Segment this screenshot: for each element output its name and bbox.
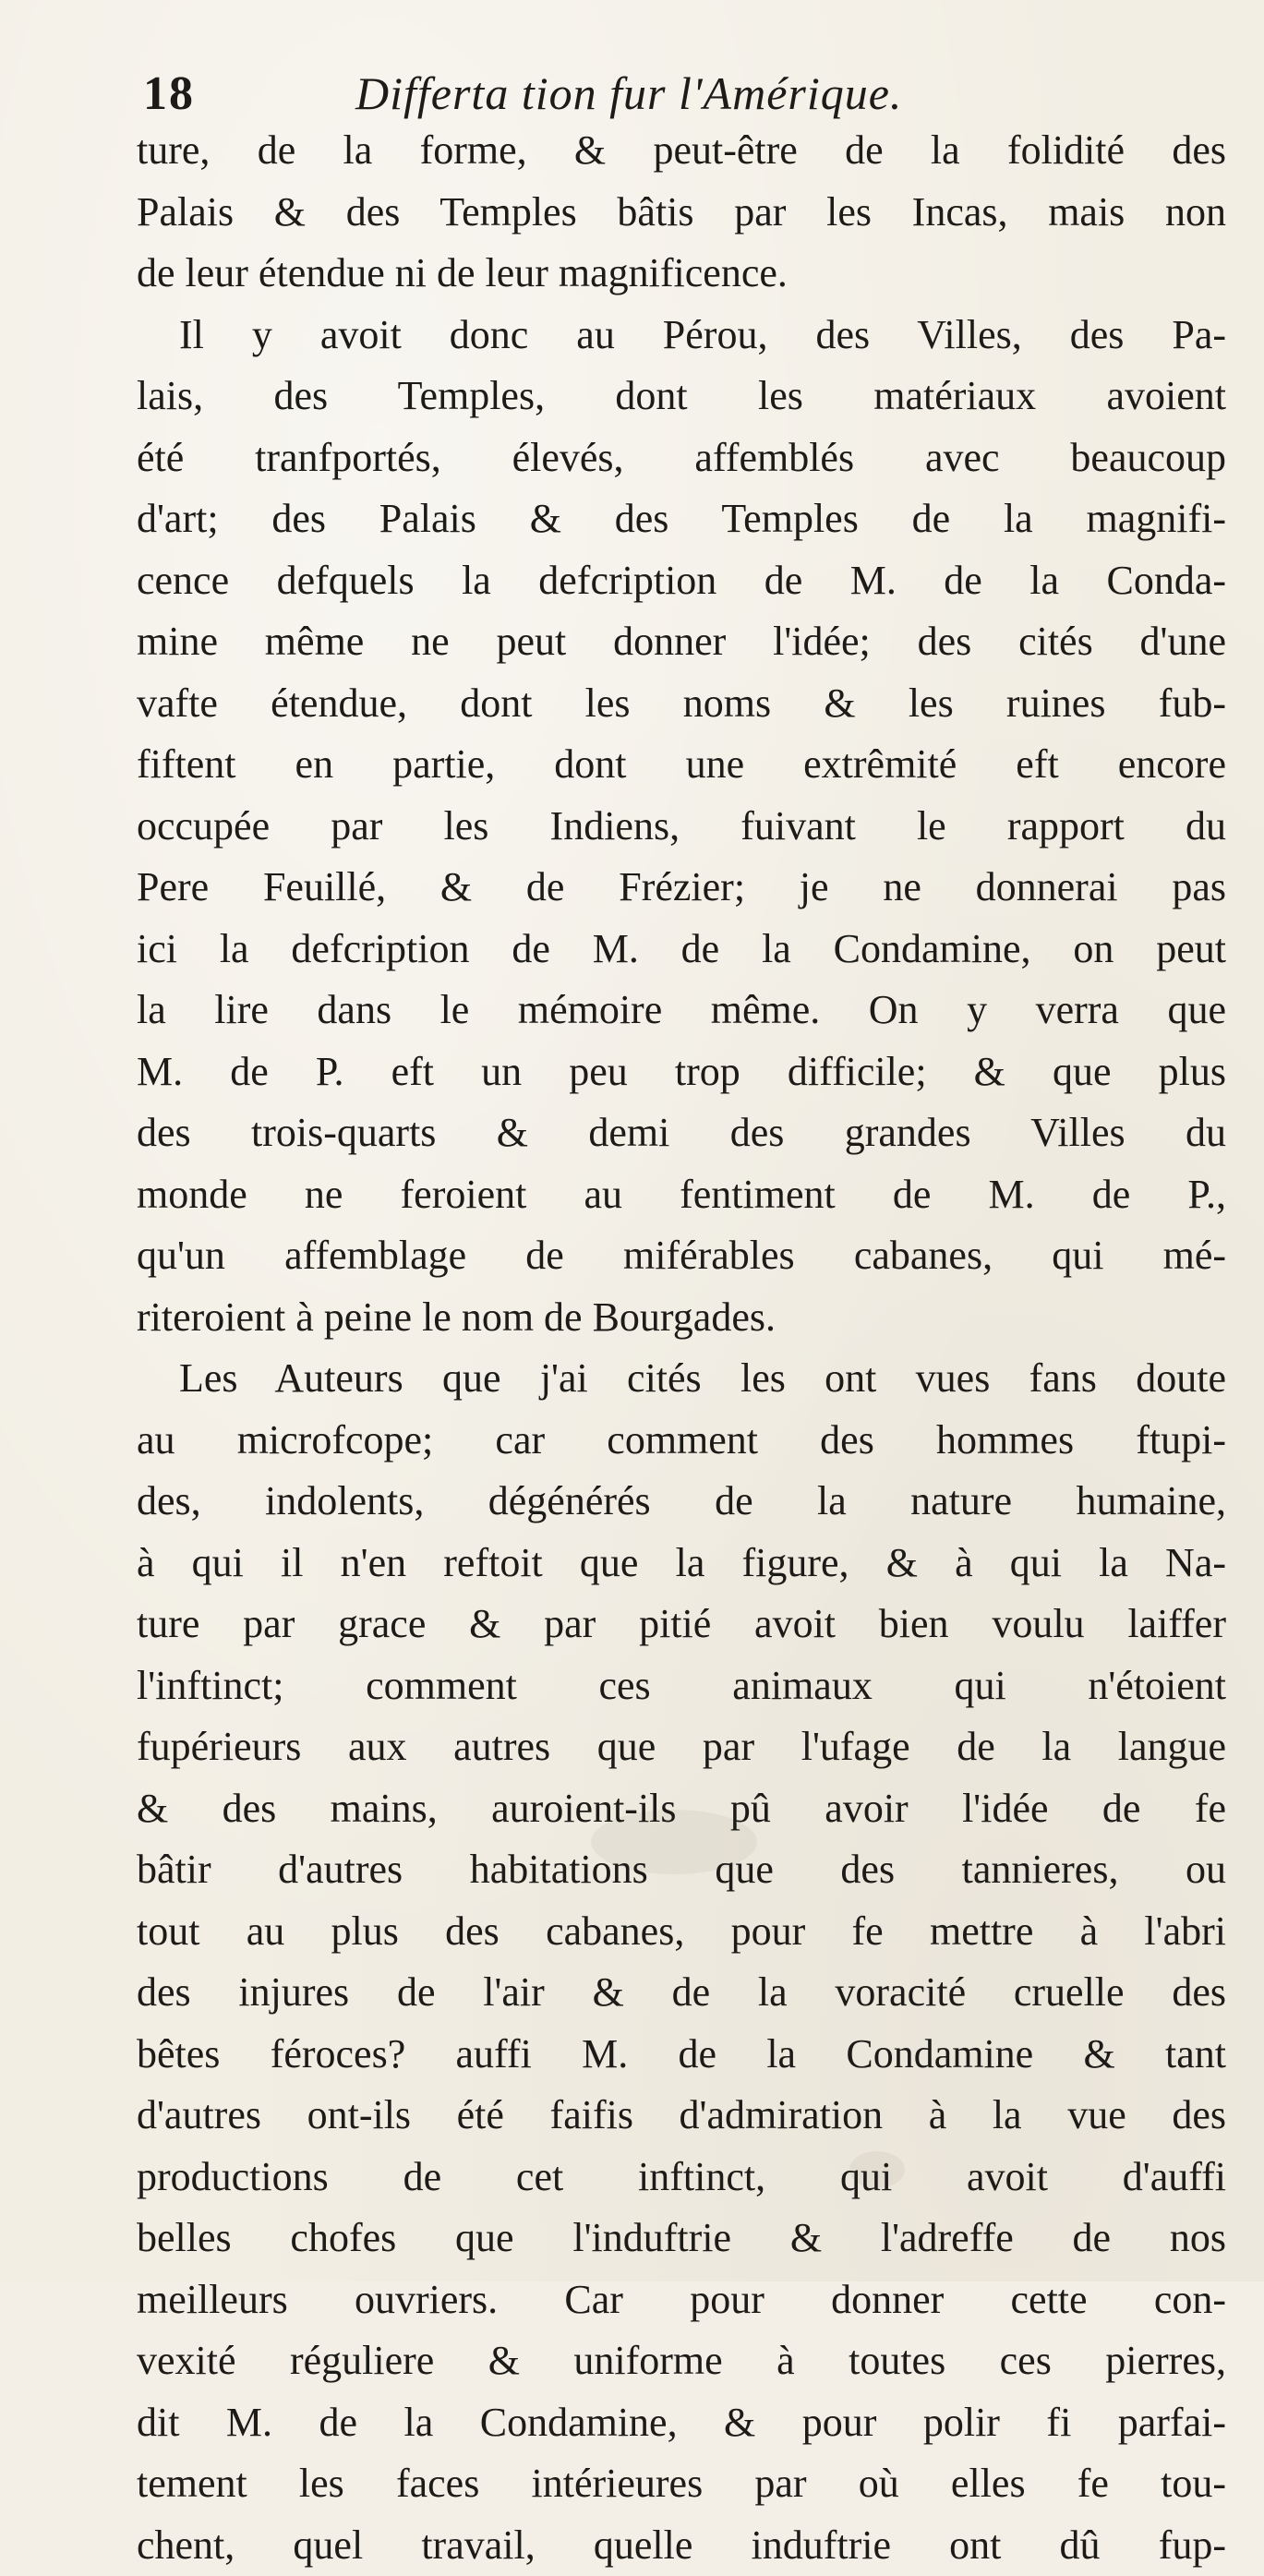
text-line: vafte étendue, dont les noms & les ruines fub- xyxy=(137,673,1226,735)
text-line: occupée par les Indiens, fuivant le rapport du xyxy=(137,796,1226,858)
text-line: dit M. de la Condamine, & pour polir fi parfai- xyxy=(137,2392,1226,2454)
text-line: bêtes féroces? auffi M. de la Condamine & tant xyxy=(137,2024,1226,2086)
text-line: à qui il n'en reftoit que la figure, & à qui la Na- xyxy=(137,1533,1226,1595)
text-line: des, indolents, dégénérés de la nature humaine, xyxy=(137,1471,1226,1533)
text-line: ture par grace & par pitié avoit bien voulu laiffer xyxy=(137,1594,1226,1655)
text-line: la lire dans le mémoire même. On y verra que xyxy=(137,980,1226,1041)
text-line: monde ne feroient au fentiment de M. de P., xyxy=(137,1164,1226,1226)
text-line: d'autres ont-ils été faifis d'admiration à la vue des xyxy=(137,2085,1226,2147)
text-line: lais, des Temples, dont les matériaux avoient xyxy=(137,366,1226,427)
text-line: & des mains, auroient-ils pû avoir l'idée de fe xyxy=(137,1778,1226,1840)
text-line: chent, quel travail, quelle induftrie ont dû fup- xyxy=(137,2515,1226,2576)
text-line: fupérieurs aux autres que par l'ufage de la langue xyxy=(137,1716,1226,1778)
text-line: mine même ne peut donner l'idée; des cités d'une xyxy=(137,611,1226,673)
text-line: fiftent en partie, dont une extrêmité eft encore xyxy=(137,734,1226,796)
text-line: cence defquels la defcription de M. de la Conda- xyxy=(137,550,1226,612)
text-line: l'inftinct; comment ces animaux qui n'étoient xyxy=(137,1655,1226,1717)
text-line: été tranfportés, élevés, affemblés avec beaucoup xyxy=(137,427,1226,489)
paragraph-start-line: Il y avoit donc au Pérou, des Villes, des Pa- xyxy=(137,305,1226,367)
text-line: de leur étendue ni de leur magnificence. xyxy=(137,243,1226,305)
text-line: meilleurs ouvriers. Car pour donner cette con- xyxy=(137,2269,1226,2331)
text-line: des trois-quarts & demi des grandes Villes du xyxy=(137,1102,1226,1164)
text-line: qu'un affemblage de miférables cabanes, qui mé- xyxy=(137,1225,1226,1287)
page-number: 18 xyxy=(143,66,195,121)
text-line: vexité réguliere & uniforme à toutes ces pierres, xyxy=(137,2330,1226,2392)
text-line: ici la defcription de M. de la Condamine, on peut xyxy=(137,919,1226,981)
text-line: ture, de la forme, & peut-être de la folidité des xyxy=(137,120,1226,182)
body-text xyxy=(137,120,1226,2576)
text-line: au microfcope; car comment des hommes ftupi- xyxy=(137,1410,1226,1472)
text-line: d'art; des Palais & des Temples de la magnifi- xyxy=(137,488,1226,550)
text-line: tout au plus des cabanes, pour fe mettre à l'abri xyxy=(137,1901,1226,1963)
text-line: belles chofes que l'induftrie & l'adreffe de nos xyxy=(137,2208,1226,2269)
text-line: tement les faces intérieures par où elles fe tou- xyxy=(137,2453,1226,2515)
text-line: bâtir d'autres habitations que des tannieres, ou xyxy=(137,1839,1226,1901)
text-line: Pere Feuillé, & de Frézier; je ne donnerai pas xyxy=(137,857,1226,919)
text-line: productions de cet inftinct, qui avoit d'auffi xyxy=(137,2147,1226,2209)
running-title: Differta tion fur l'Amérique. xyxy=(355,66,902,120)
text-line: riteroient à peine le nom de Bourgades. xyxy=(137,1287,1226,1349)
text-line: Palais & des Temples bâtis par les Incas, mais non xyxy=(137,182,1226,244)
text-line: M. de P. eft un peu trop difficile; & que plus xyxy=(137,1041,1226,1103)
paragraph-start-line: Les Auteurs que j'ai cités les ont vues fans doute xyxy=(137,1348,1226,1410)
text-line: des injures de l'air & de la voracité cruelle des xyxy=(137,1962,1226,2024)
